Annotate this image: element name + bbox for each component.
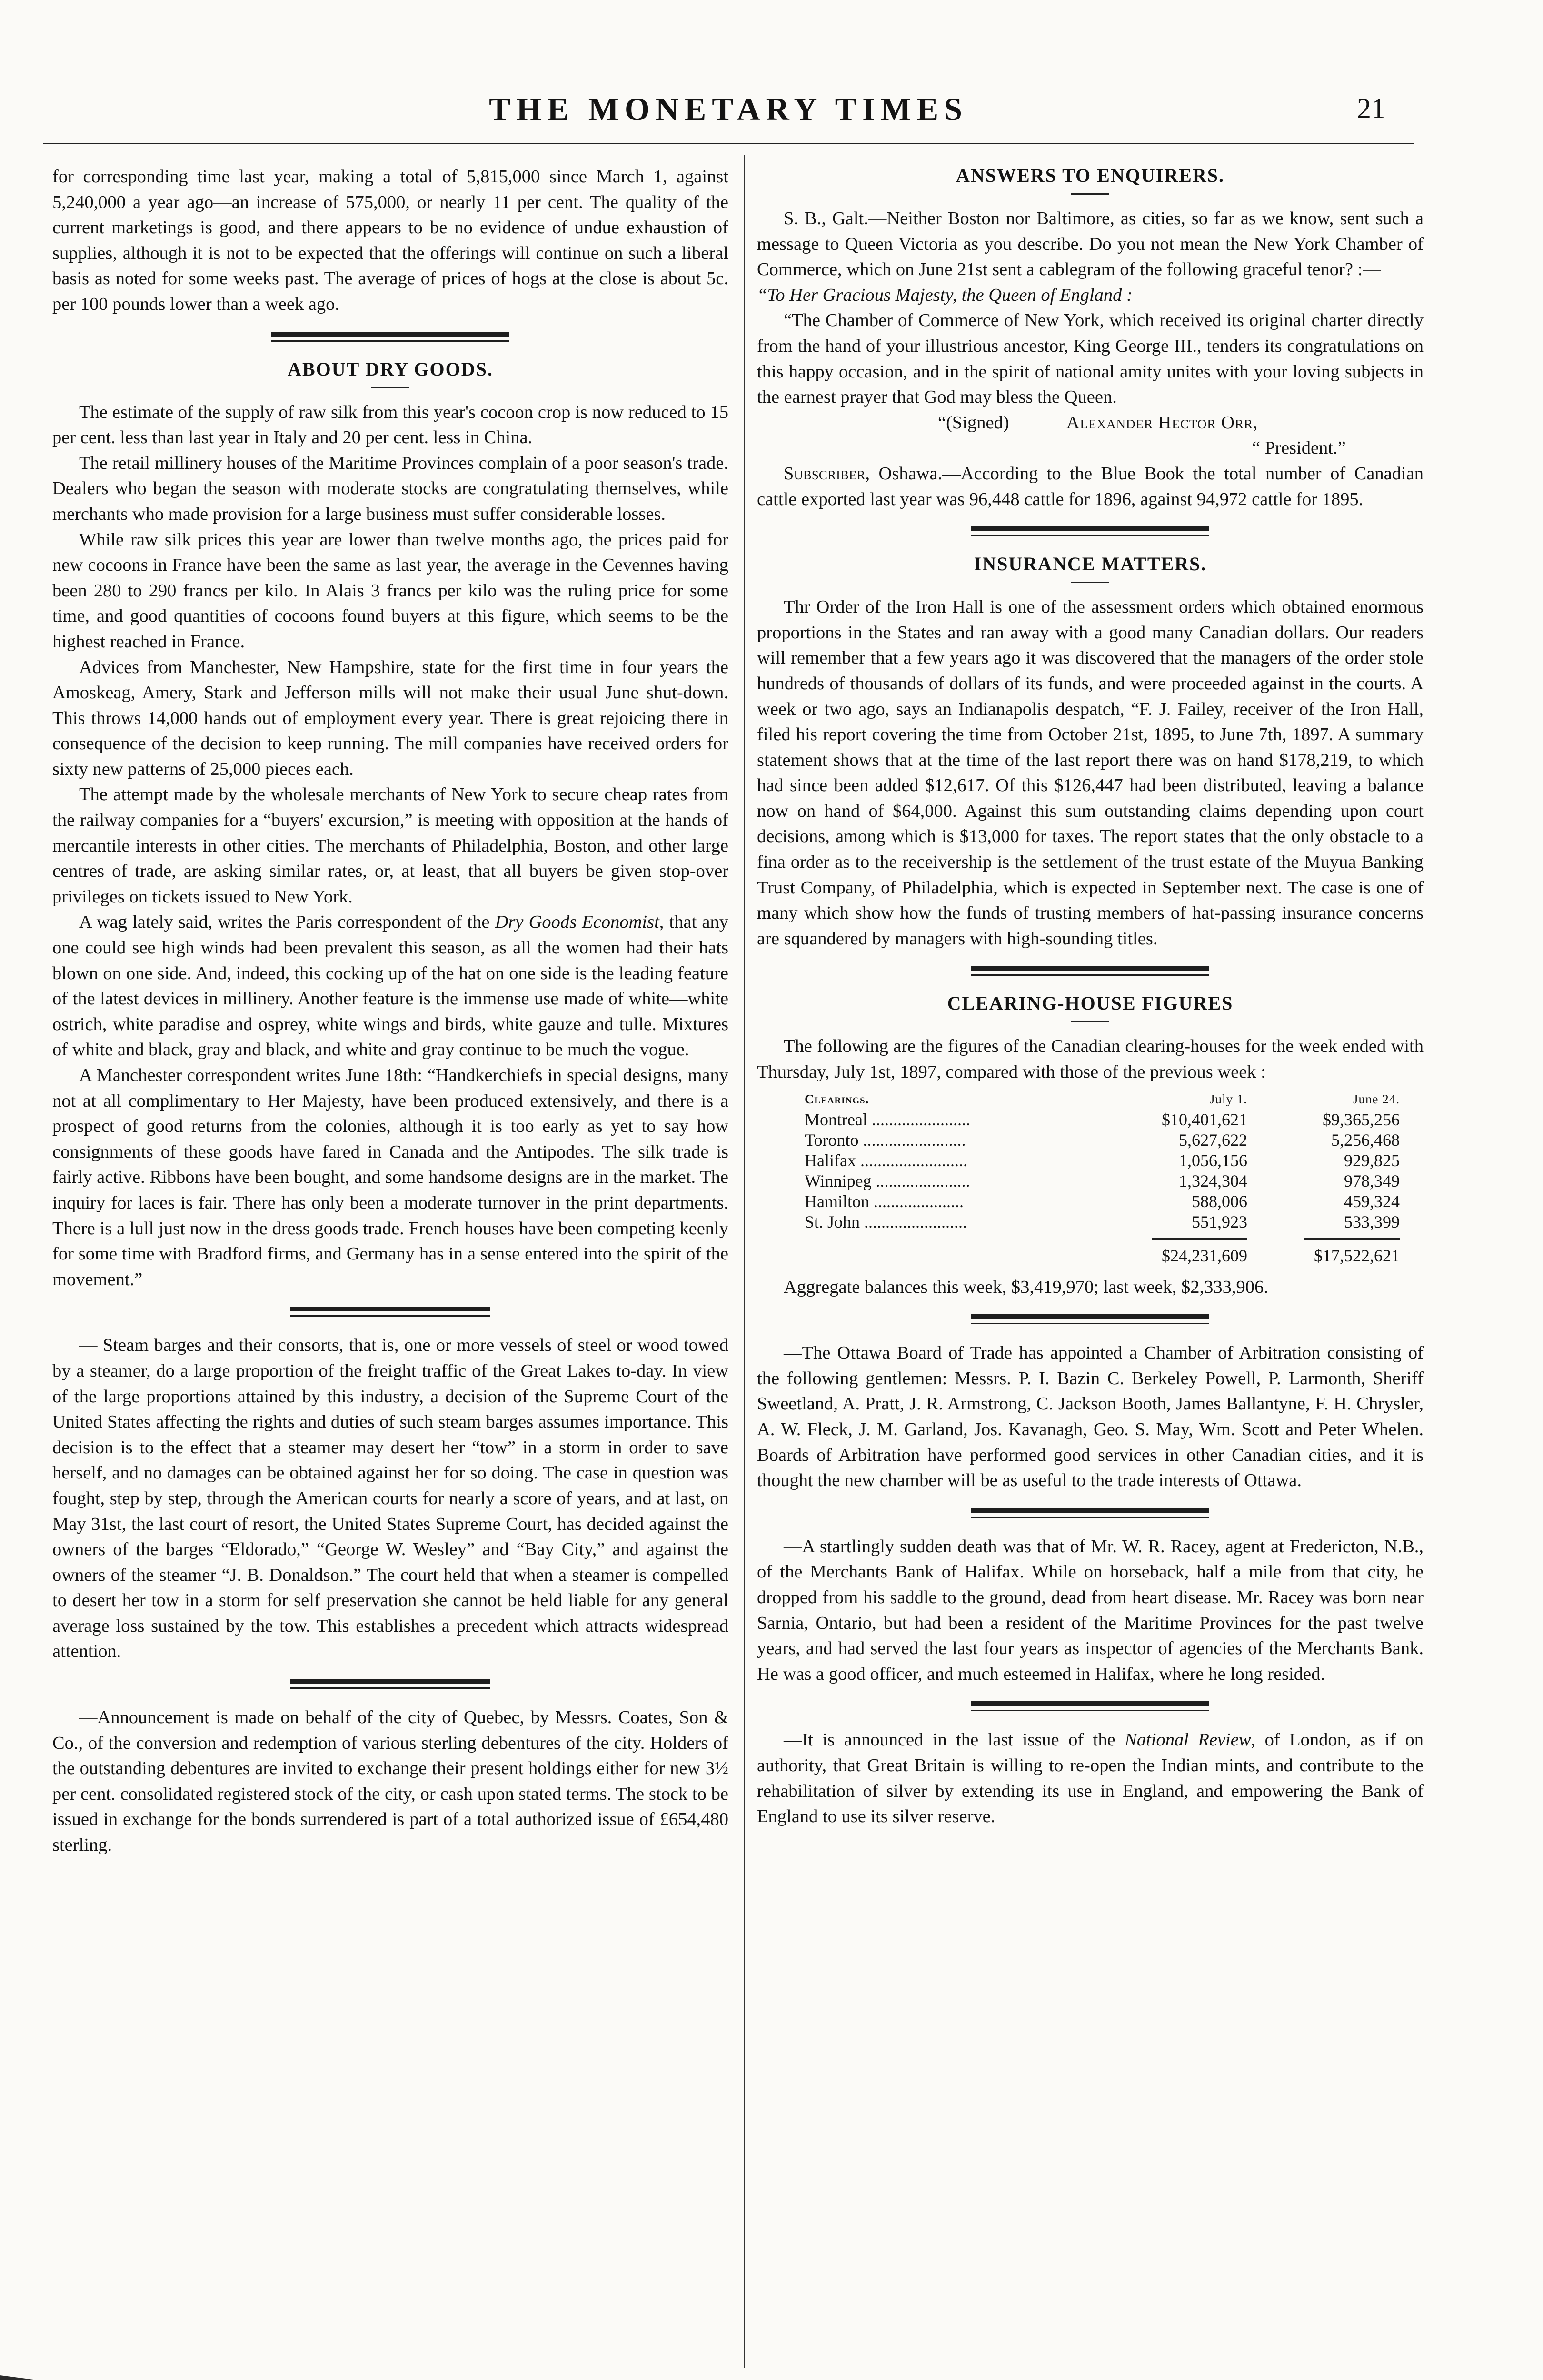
left-column [52,164,728,1858]
insurance-paragraph: Thr Order of the Iron Hall is one of the assessment orders which obtained enormous proportions in the States and ran away with a good many Canadian dollars. Our readers will remember that a few years ago it was discovered that the managers of the order stole hundreds of thousands of dollars of its funds, and were proceeded against in the courts. A week or two ago, says an Indianapolis despatch, “F. J. Failey, receiver of the Iron Hall, filed his report covering the time from October 21st, 1895, to June 7th, 1897. A summary statement shows that at the time of the last report there was on hand $178,219, to which had since been added $12,617. Of this $126,447 had been distributed, leaving a balance now on hand of $64,000. Against this sum outstanding claims depending upon court decisions, among which is $13,000 for taxes. The report states that the only obstacle to a fina order as to the receivership is the settlement of the trust estate of the Muyua Banking Trust Company, of Philadelphia, which is expected in September next. The case is one of many which show how the funds of trusting members of hat-passing insurance concerns are squandered by managers with high-sounding titles. [757,597,1424,949]
heading-dash [1071,193,1109,195]
table-row: St. John ........................ 551,923 533,399 [805,1212,1400,1231]
steam-barges-paragraph: — Steam barges and their consorts, that is, one or more vessels of steel or wood towed by a steamer, do a large proportion of the freight traffic of the Great Lakes to-day. In view of the large proportions attained by this industry, a decision of the Supreme Court of the United States affecting the rights and duties of such steam barges assumes importance. This decision is to the effect that a steamer may desert her “tow” in a storm in order to save herself, and no damages can be obtained against her for so doing. The case in question was fought, step by step, through the American courts for nearly a score of years, and at last, on May 31st, the last court of resort, the United States Supreme Court, has decided against the owners of the barges “Eldorado,” “George W. Wesley” and “Bay City,” and against the owners of the steamer “J. B. Donaldson.” The court held that when a steamer is compelled to desert her tow in a storm for self preservation she cannot be held liable for any general average loss sustained by the tow. This establishes a precedent which attracts widespread attention. [52,1335,728,1662]
dry-goods-paragraph: While raw silk prices this year are lower than twelve months ago, the prices paid for new cocoons in France have been the same as last year, the average in the Cevennes having been 280 to 290 francs per kilo. In Alais 3 francs per kilo was the ruling price for some time, and good quantities of cocoons found buyers at this figure, which seems to be the highest reached in France. [52,529,728,652]
national-review-paragraph: —It is announced in the last issue of the National Review, of London, as if on authority, that Great Britain is willing to re-open the Indian mints, and contribute to the rehabilitation of silver by extending its use in England, and empowering the Bank of England to use its silver reserve. [757,1730,1424,1827]
page-number: 21 [1357,93,1385,124]
aggregate-balances: Aggregate balances this week, $3,419,970; last week, $2,333,906. [784,1277,1268,1297]
section-separator [971,966,1209,976]
dry-goods-paragraph: The estimate of the supply of raw silk from this year's cocoon crop is now reduced to 15 per cent. less than last year in Italy and 20 per cent. less in China. [52,402,728,448]
section-separator [271,332,509,342]
header-rule-top [43,143,1414,144]
column-divider [744,155,745,2368]
quebec-debentures-paragraph: —Announcement is made on behalf of the city of Quebec, by Messrs. Coates, Son & Co., of the conversion and redemption of various sterling debentures of the city. Holders of the outstanding debentures are invited to exchange their present holdings either for new 3½ per cent. consolidated registered stock of the city, or cash upon stated terms. The stock to be issued in exchange for the bonds surrendered is part of a total authorized issue of £654,480 sterling. [52,1707,728,1855]
table-header-cell: June 24. [1353,1091,1400,1106]
dry-goods-paragraph: The attempt made by the wholesale merchants of New York to secure cheap rates from the railway companies for a “buyers' excursion,” is meeting with opposition at the hands of mercantile interests in other cities. The merchants of Philadelphia, Boston, and other large centres of trade, are asking similar rates, or, at least, that all buyers be given stop-over privileges on tickets issued to New York. [52,784,728,907]
section-separator [971,1508,1209,1518]
section-separator [971,1701,1209,1711]
racey-death-paragraph: —A startlingly sudden death was that of Mr. W. R. Racey, agent at Fredericton, N.B., of the Merchants Bank of Halifax. While on horseback, half a mile from that city, he dropped from his saddle to the ground, dead from heart disease. Mr. Racey was born near Sarnia, Ontario, but had been a resident of the Maritime Provinces for the past twelve years, and had served the last four years as inspector of agencies of the Merchants Bank. He was a good officer, and much esteemed in Halifax, where he long resided. [757,1536,1424,1684]
table-total-row: $24,231,609 $17,522,621 [805,1232,1400,1266]
dry-goods-paragraph: A wag lately said, writes the Paris correspondent of the Dry Goods Economist, that any one could see high winds had been prevalent this season, as all the women had their hats blown on one side. And, indeed, this cocking up of the hat on one side is the leading feature of the latest devices in millinery. Another feature is the immense use made of white—white ostrich, white paradise and osprey, white wings and birds, white gauze and tulle. Mixtures of white and black, gray and black, and white and gray continue to be much the vogue. [52,912,728,1060]
table-row: Winnipeg ...................... 1,324,304 978,349 [805,1171,1400,1190]
table-header-cell: July 1. [1209,1091,1247,1106]
answer-paragraph: S. B., Galt.—Neither Boston nor Baltimore, as cities, so far as we know, sent such a message to Queen Victoria as you describe. Do you not mean the New York Chamber of Commerce, which on June 21st sent a cablegram of the following graceful tenor? :— [757,208,1424,280]
hog-market-paragraph: for corresponding time last year, making a total of 5,815,000 since March 1, against 5,240,000 a year ago—an increase of 575,000, or nearly 11 per cent. The quality of the current marketings is good, and there appears to be no evidence of undue exhaustion of supplies, although it is not to be expected that the offerings will continue on such a liberal basis as noted for some weeks past. The average of prices of hogs at the close is about 5c. per 100 pounds lower than a week ago. [52,167,728,314]
dry-goods-heading: ABOUT DRY GOODS. [288,358,493,380]
section-separator [290,1679,490,1689]
dry-goods-paragraph: A Manchester correspondent writes June 18th: “Handkerchiefs in special designs, many not at all complimentary to Her Majesty, have been produced extensively, and there is a prospect of good returns from the colonies, although it is too early as yet to say how consignments of these goods have fared in Canada and the Antipodes. The silk trade is fairly active. Ribbons have been bought, and some handsome designs are in the market. The inquiry for laces is fair. There has only been a moderate turnover in the print departments. There is a lull just now in the dress goods trade. French houses have been competing keenly for some time with Bradford firms, and Germany has in a sense entered into the spirit of the movement.” [52,1065,728,1289]
clearing-heading: CLEARING-HOUSE FIGURES [947,992,1234,1014]
insurance-heading: INSURANCE MATTERS. [974,553,1207,575]
masthead [43,90,1414,143]
clearing-intro: The following are the figures of the Canadian clearing-houses for the week ended with Thursday, July 1st, 1897, compared with those of the previous week : [757,1036,1424,1082]
answer-paragraph: Subscriber, Oshawa.—According to the Blue Book the total number of Canadian cattle exported last year was 96,448 cattle for 1896, against 94,972 cattle for 1895. [757,463,1424,509]
table-row: Hamilton ..................... 588,006 459,324 [805,1191,1400,1211]
section-separator [971,1314,1209,1324]
answers-heading: ANSWERS TO ENQUIRERS. [956,165,1224,186]
heading-dash [371,387,409,388]
address-line: “To Her Gracious Majesty, the Queen of England : [757,285,1133,305]
dry-goods-paragraph: The retail millinery houses of the Maritime Provinces complain of a poor season's trade. Dealers who began the season with moderate stocks are congratulating themselves, while merchants who made provision for a large business must suffer considerable losses. [52,453,728,524]
signature-line: “(Signed) Alexander Hector Orr, [938,412,1258,433]
heading-dash [1071,582,1109,583]
dry-goods-paragraph: Advices from Manchester, New Hampshire, state for the first time in four years the Amoskeag, Amery, Stark and Jefferson mills will not make their usual June shut-down. This throws 14,000 hands out of employment every year. There is great rejoicing there in consequence of the decision to keep running. The mill companies have received orders for sixty new patterns of 25,000 pieces each. [52,657,728,779]
print-smudge [0,2370,200,2380]
table-row: Montreal ....................... $10,401,621 $9,365,256 [805,1110,1400,1129]
cablegram-text: “The Chamber of Commerce of New York, which received its original charter directly from the hand of your illustrious ancestor, King George III., tenders its congratulations on this happy occasion, and in the spirit of national amity unites with your loving subjects in the earnest prayer that God may bless the Queen. [757,310,1424,407]
table-row: Halifax ......................... 1,056,156 929,825 [805,1150,1400,1170]
table-header-cell: Clearings. [805,1091,869,1106]
heading-dash [1071,1021,1109,1022]
table-header-row [805,1089,1400,1110]
right-column [757,164,1424,1830]
signature-title: “ President.” [1252,438,1346,458]
ottawa-board-paragraph: —The Ottawa Board of Trade has appointed a Chamber of Arbitration consisting of the following gentlemen: Messrs. P. I. Bazin C. Berkeley Powell, P. Larmonth, Sheriff Sweetland, A. Pratt, J. R. Armstrong, C. Jackson Booth, James Ballantyne, F. H. Chrysler, A. W. Fleck, J. M. Garland, Jos. Kavanagh, Geo. S. May, Wm. Scott and Peter Whelen. Boards of Arbitration have performed good services in other Canadian cities, and it is thought the new chamber will be as useful to the trade interests of Ottawa. [757,1343,1424,1491]
newspaper-title: THE MONETARY TIMES [489,91,968,127]
table-row: Toronto ........................ 5,627,622 5,256,468 [805,1130,1400,1150]
section-separator [290,1307,490,1317]
clearing-table [805,1089,1400,1266]
section-separator [971,526,1209,536]
